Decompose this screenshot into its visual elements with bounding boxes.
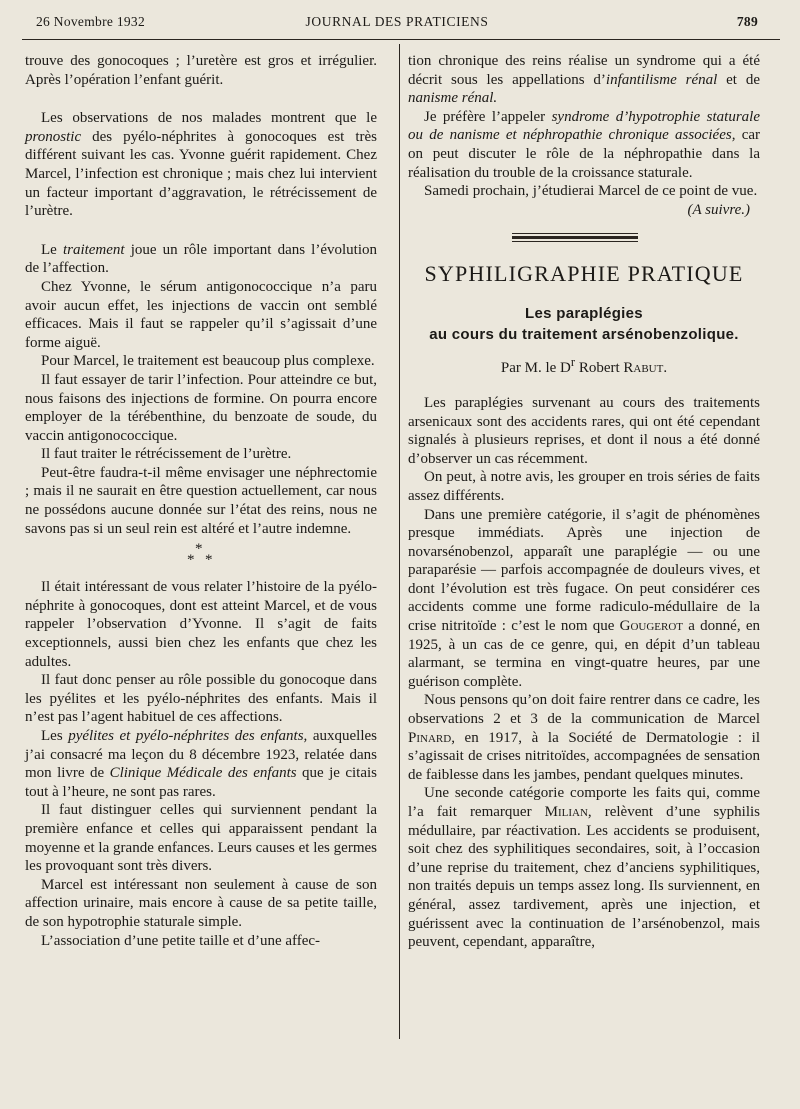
paragraph: Il faut essayer de tarir l’infection. Pour atteindre ce but, nous faisons des injections de formine. On pourra encore employer de la térébenthine, du benzoate de soude, du vaccin antigonococcique. (25, 371, 377, 444)
left-column (25, 52, 377, 950)
paragraph: Il faut donc penser au rôle possible du gonocoque dans les pyélites et les pyélo-néphrites des enfants. Mais il n’est pas l’agent habituel de ces affections. (25, 672, 377, 726)
issue-date: 26 Novembre 1932 (36, 14, 146, 29)
section-title: SYPHILIGRAPHIE PRATIQUE (424, 261, 744, 287)
emphasis: nanisme rénal. (408, 90, 498, 107)
article-title: Les paraplégies au cours du traitement arsénobenzolique. (429, 305, 739, 344)
emphasis: pronostic (25, 128, 82, 145)
running-header (36, 14, 758, 36)
ornamental-rule (408, 225, 760, 251)
paragraph: L’association d’une petite taille et d’une affec- (41, 932, 321, 949)
emphasis: syndrome d’hypotrophie staturale ou de nanisme et néphropathie chronique associées, (408, 108, 760, 144)
page-number: 789 (736, 14, 758, 29)
byline: Par M. le $D^r$ Robert Rabut. (500, 355, 668, 377)
emphasis: traitement (62, 241, 125, 258)
paragraph: trouve des gonocoques ; l’uretère est gros et irrégulier. Après l’opération l’enfant guérit. (25, 53, 377, 88)
paragraph: Une seconde catégorie comporte les faits qui, comme l’a fait remarquer Milian, relèvent d’une syphilis médullaire, par réactivation. Les accidents se produisent, soit chez des syphilitiques secondaires, soit, à l’occasion d’une reprise du traitement, chez d’anciens syphilitiques, non traités depuis un temps assez long. Ils surviennent, en général, assez tardivement, après une injection, et guérissent avec la continuation de l’arsénobenzol, mais peuvent, cependant, apparaître, (408, 785, 761, 951)
paragraph: Dans une première catégorie, il s’agit de phénomènes presque immédiats. Après une injection de novarsénobenzol, apparaît une paraplégie — ou une paraparésie — parfois accompagnée de douleurs vives, et dont l’évolution est très fugace. On peut considérer ces accidents comme une forme radiculo-médullaire de la crise nitritoïde : c’est le nom que Gougerot a donné, en 1925, à un cas de ce genre, qui, en dépit d’un tableau alarmant, se termina en vingt-quatre heures, par une guérison complète. (408, 506, 760, 690)
author-name: Rabut. (623, 360, 668, 377)
author-name: Milian (544, 804, 588, 820)
paragraph: Pour Marcel, le traitement est beaucoup plus complexe. (41, 353, 375, 370)
paragraph: Il faut traiter le rétrécissement de l’urètre. (41, 446, 292, 463)
paragraph: tion chronique des reins réalise un syndrome qui a été décrit sous les appellations d’infantilisme rénal et de nanisme rénal. (408, 53, 760, 107)
paragraph: Marcel est intéressant non seulement à cause de son affection urinaire, mais encore à cause de sa petite taille, de son hypotrophie staturale simple. (25, 876, 377, 930)
column-rule (399, 44, 400, 1039)
right-column (408, 52, 760, 952)
paragraph: Le traitement joue un rôle important dans l’évolution de l’affection. (25, 241, 377, 277)
paragraph: Samedi prochain, j’étudierai Marcel de ce point de vue. (424, 183, 758, 200)
paragraph: Il était intéressant de vous relater l’histoire de la pyélo-néphrite à gonocoques, dont est atteint Marcel, et de vous rappeler l’observation d’Yvonne. Il s’agit de faits exceptionnels, aussi bien chez les enfants que chez les adultes. (25, 579, 377, 670)
book-title: Clinique Médicale des enfants (109, 765, 297, 782)
paragraph: Je préfère l’appeler syndrome d’hypotrophie staturale ou de nanisme et néphropathie chronique associées, car on peut discuter le rôle de la néphropathie dans la réalisation du trouble de la croissance staturale. (408, 108, 761, 181)
paragraph: Chez Yvonne, le sérum antigonococcique n’a paru avoir aucun effet, les injections de vaccin ont semblé efficaces. Mais il faut se rappeler qu’il s’agissait d’une forme aiguë. (25, 278, 377, 351)
paragraph: Les pyélites et pyélo-néphrites des enfants, auxquelles j’ai consacré ma leçon du 8 décembre 1923, relatée dans mon livre de Clinique Médicale des enfants que je citais tout à l’heure, ne sont pas rares. (25, 728, 377, 800)
paragraph: Il faut distinguer celles qui surviennent pendant la première enfance et celles qui apparaissent pendant la moyenne et la grande enfances. Leurs causes et les germes les provoquant sont très divers. (25, 802, 377, 875)
paragraph: Peut-être faudra-t-il même envisager une néphrectomie ; mais il ne saurait en être question actuellement, car nous ne possédons aucune donnée sur l’état des reins, nous ne savons pas si un seul rein est altéré et l’autre indemne. (25, 464, 377, 537)
paragraph: Les paraplégies survenant au cours des traitements arsenicaux sont des accidents rares, qui ont été cependant signalés à plusieurs reprises, et dont il nous a été donné d’observer un cas récemment. (408, 394, 760, 467)
paragraph: Les observations de nos malades montrent que le pronostic des pyélo-néphrites à gonocoques est très différent suivant les cas. Yvonne guérit rapidement. Chez Marcel, l’infection est chronique ; mais chez lui intervient un facteur important d’aggravation, le rétrécissement de l’urètre. (25, 110, 377, 220)
journal-title: JOURNAL DES PRATICIENS (305, 14, 489, 29)
section-break-asterism: * * * (187, 541, 213, 569)
author-name: Gougerot (619, 618, 684, 635)
header-rule (22, 39, 780, 40)
emphasis: pyélites et pyélo-néphrites des enfants, (68, 728, 308, 744)
paragraph: On peut, à notre avis, les grouper en trois séries de faits assez différents. (408, 469, 760, 504)
emphasis: infantilisme rénal (605, 71, 718, 88)
to-be-continued: (A suivre.) (687, 201, 750, 218)
author-name: Pinard (408, 729, 452, 746)
paragraph: Nous pensons qu’on doit faire rentrer dans ce cadre, les observations 2 et 3 de la communication de Marcel Pinard, en 1917, à la Société de Dermatologie : il s’agissait de crises nitritoïdes, accompagnées de sensation de faiblesse dans les jambes, pendant quelques minutes. (408, 692, 760, 783)
